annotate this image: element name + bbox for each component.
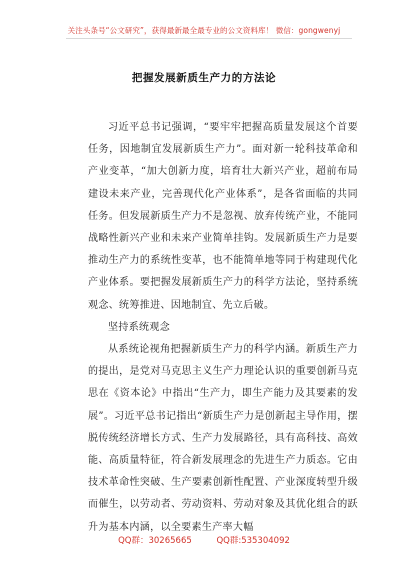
- paragraph-intro: 习近平总书记强调，“要牢牢把握高质量发展这个首要任务，因地制宜发展新质生产力”。面对新一轮科技革命和产业变革，“加大创新力度，培育壮大新兴产业，超前布局建设未来产业，完善现代化产业体系”，是各省面临的共同任务。但发展新质生产力不是忽视、放弃传统产业，不能同战略性新兴产业和未来产业简单挂钩。发展新质生产力是要推动生产力的系统性变革，也不能简单地等同于构建现代化产业体系。要把握发展新质生产力的科学方法论，坚持系统观念、统筹推进、因地制宜、先立后破。: [88, 122, 358, 311]
- header-promo-text: 关注头条号“公文研究”，获得最新最全最专业的公文资料库！ 微信：gongwenyj: [67, 26, 341, 35]
- document-title: 把握发展新质生产力的方法论: [131, 72, 277, 84]
- footer-qq-group-1: QQ群：30265665: [118, 536, 192, 546]
- footer-qq-group-2: QQ群:535304092: [216, 536, 290, 546]
- document-body: [88, 117, 358, 539]
- paragraph-system: 从系统论视角把握新质生产力的科学内涵。新质生产力的提出，是党对马克思主义生产力理论认识的重要创新马克思在《资本论》中指出“生产力，即生产能力及其要素的发展”。习近平总书记指出“新质生产力是创新起主导作用，摆脱传统经济增长方式、生产力发展路径，具有高科技、高效能、高质量特征，符合新发展理念的先进生产力质态。它由技术革命性突破、生产要素创新性配置、产业深度转型升级而催生，以劳动者、劳动资料、劳动对象及其优化组合的跃升为基本内涵，以全要素生产率大幅: [88, 344, 358, 533]
- page-footer: [0, 534, 408, 546]
- page-header: [0, 18, 408, 37]
- header-divider: [66, 38, 352, 39]
- section-heading: 坚持系统观念: [108, 321, 171, 333]
